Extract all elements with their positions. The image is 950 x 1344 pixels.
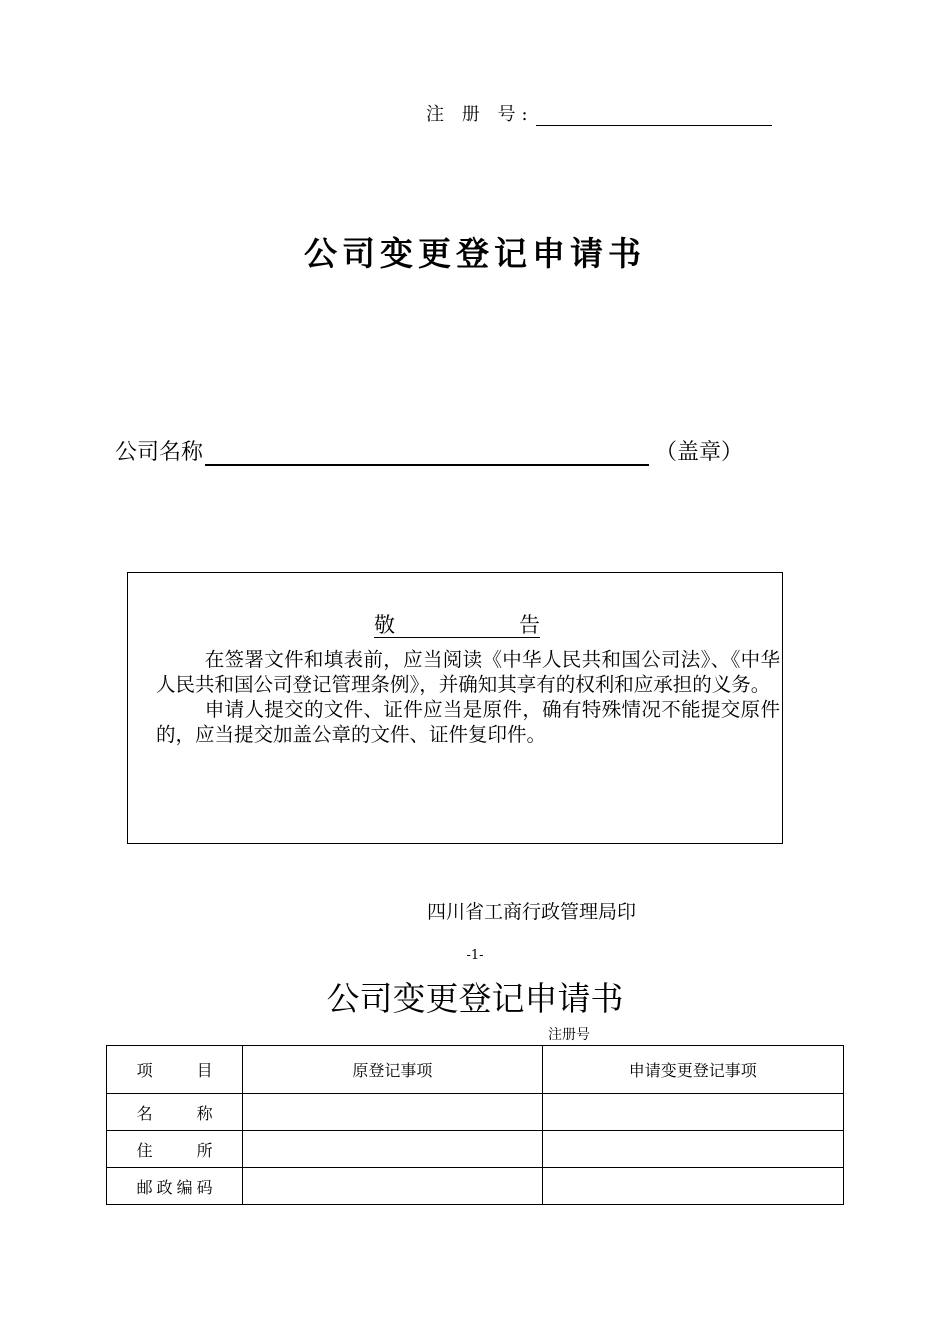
notice-heading-left: 敬: [374, 613, 395, 637]
company-name-label: 公司名称: [115, 440, 204, 465]
company-name-field[interactable]: [115, 435, 743, 466]
original-cell[interactable]: [243, 1168, 542, 1205]
registration-number-label: 注 册 号:: [426, 104, 534, 125]
issuing-authority: 四川省工商行政管理局印: [427, 901, 637, 923]
notice-paragraph: 在签署文件和填表前，应当阅读《中华人民共和国公司法》、《中华人民共和国公司登记管理条例》，并确知其享有的权利和应承担的义务。: [156, 648, 780, 696]
notice-heading-right: 告: [519, 613, 540, 637]
table-row: [107, 1094, 844, 1131]
row-label: 住 所: [107, 1131, 243, 1168]
header-item: 项 目: [107, 1046, 243, 1094]
page-number: -1-: [466, 948, 484, 963]
changed-cell[interactable]: [542, 1131, 843, 1168]
notice-heading: [374, 609, 540, 638]
change-registration-table: [106, 1045, 844, 1205]
row-label: 名 称: [107, 1094, 243, 1131]
notice-paragraph: 申请人提交的文件、证件应当是原件，确有特殊情况不能提交原件的，应当提交加盖公章的文件、证件复印件。: [156, 698, 780, 746]
notice-box: [127, 572, 783, 844]
header-original: 原登记事项: [243, 1046, 542, 1094]
cover-title: 公司变更登记申请书: [304, 234, 646, 273]
form-registration-label: 注册号: [548, 1027, 590, 1043]
original-cell[interactable]: [243, 1131, 542, 1168]
notice-body: [156, 647, 780, 747]
header-changed: 申请变更登记事项: [542, 1046, 843, 1094]
row-label: 邮政编码: [107, 1168, 243, 1205]
seal-note: （盖章）: [655, 440, 744, 465]
changed-cell[interactable]: [542, 1094, 843, 1131]
company-name-blank[interactable]: [205, 440, 649, 466]
form-title: 公司变更登记申请书: [326, 979, 624, 1018]
registration-number-blank[interactable]: [536, 105, 772, 126]
table-row: [107, 1168, 844, 1205]
table-row: [107, 1131, 844, 1168]
registration-number-field[interactable]: [426, 100, 772, 126]
changed-cell[interactable]: [542, 1168, 843, 1205]
original-cell[interactable]: [243, 1094, 542, 1131]
table-header-row: [107, 1046, 844, 1094]
